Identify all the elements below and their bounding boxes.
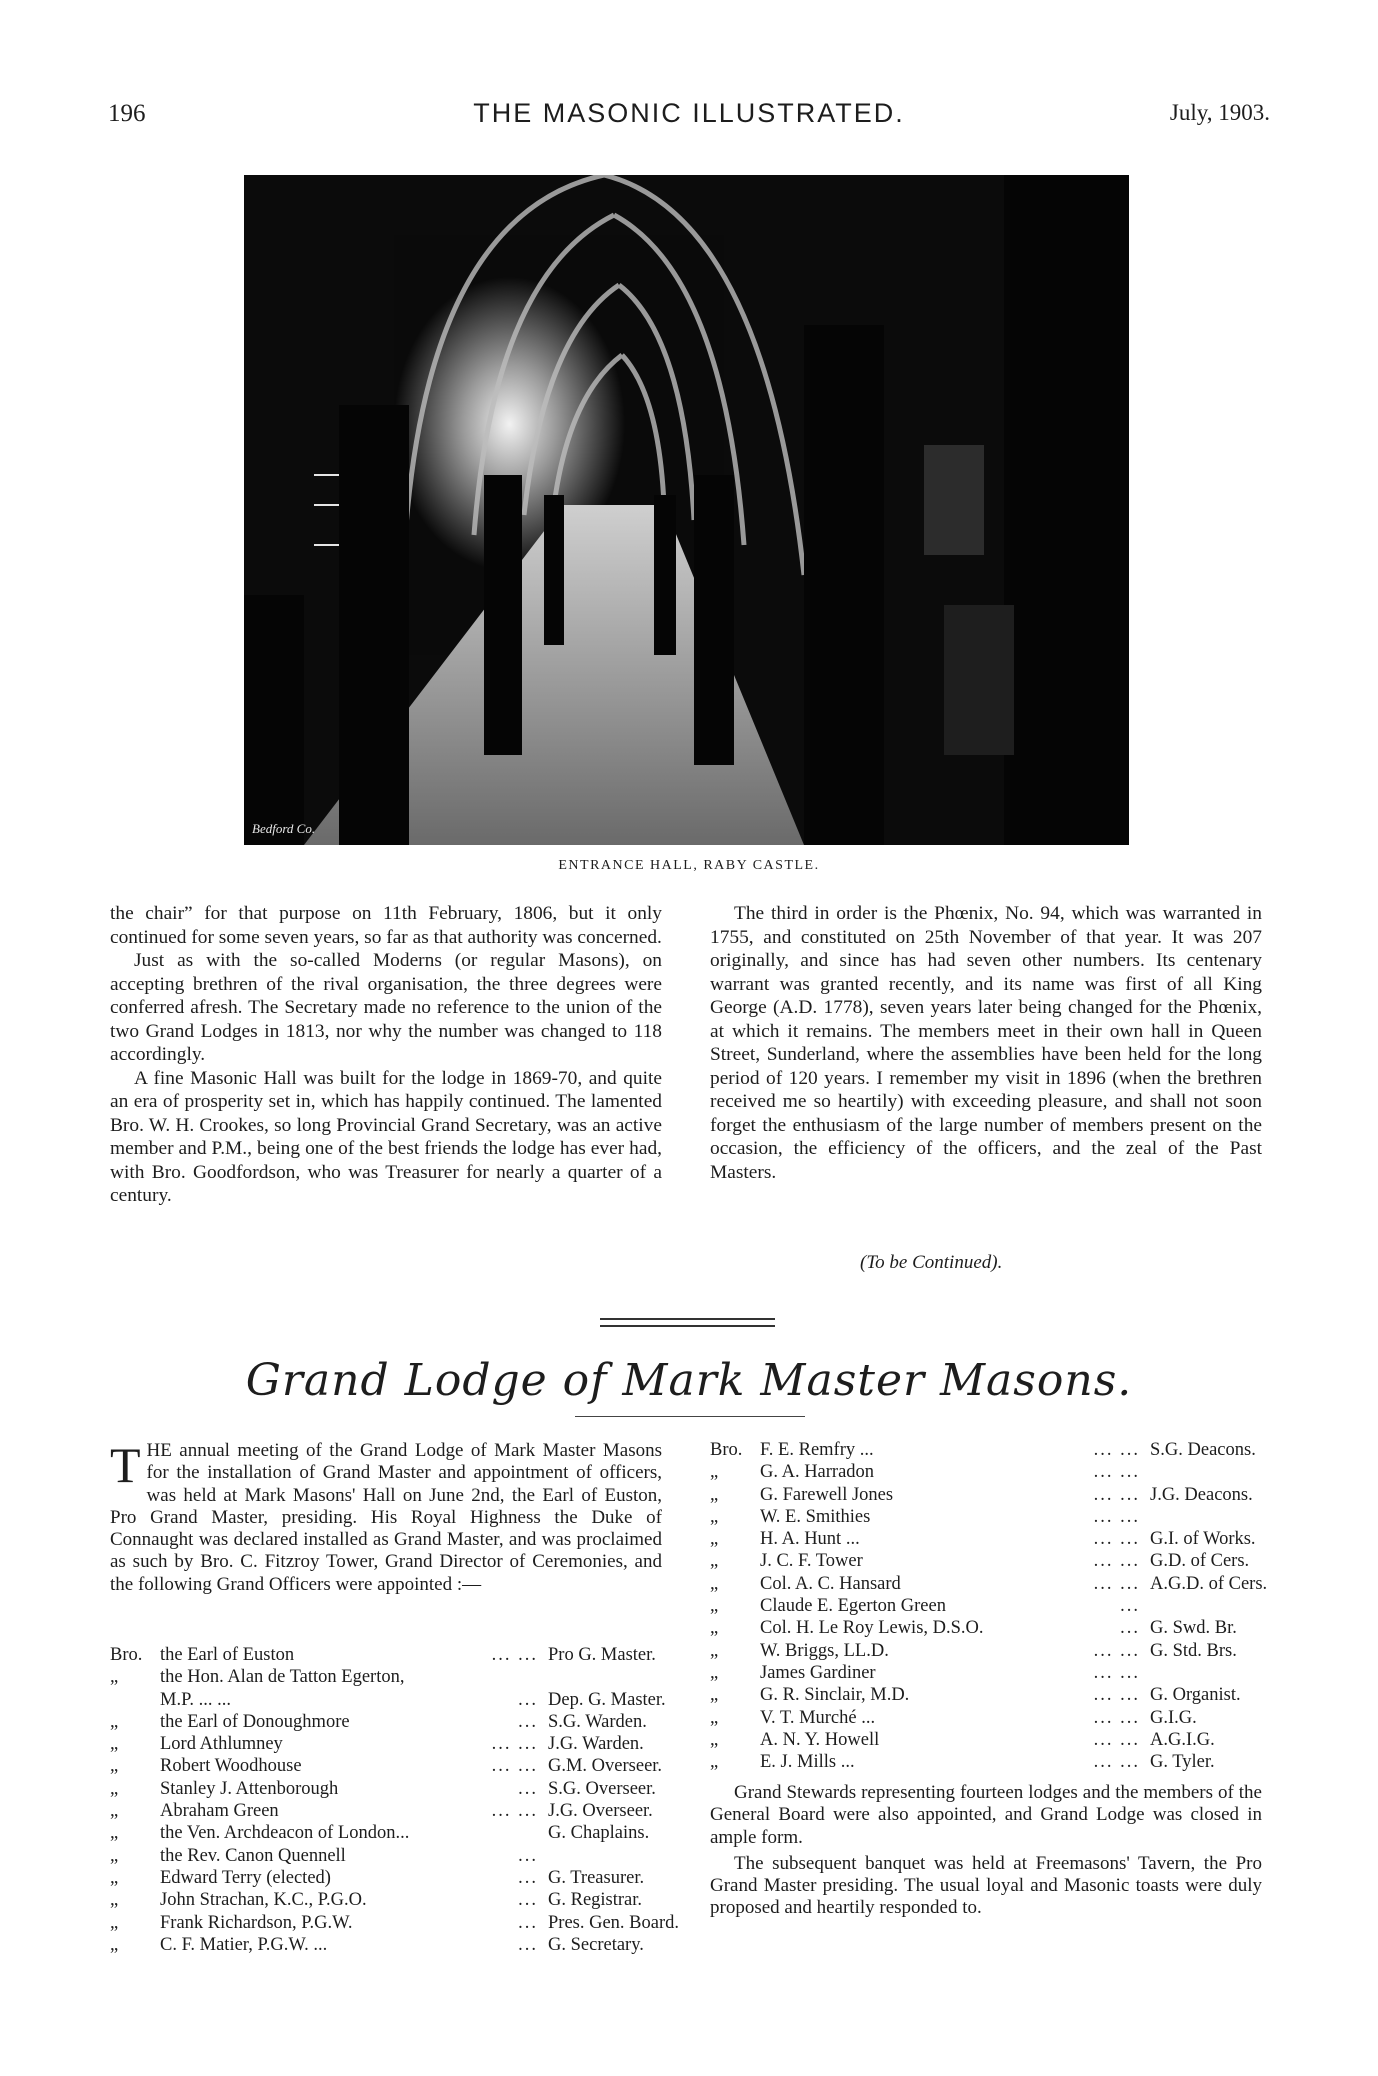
officer-name: the Earl of Euston <box>160 1645 295 1665</box>
officer-office: J.G. Warden. <box>548 1734 644 1755</box>
officer-prefix: „ <box>110 1667 119 1688</box>
officer-office <box>1150 1663 1300 1685</box>
officer-row <box>710 1529 1300 1551</box>
officer-row <box>110 1734 688 1756</box>
officer-office: G. Std. Brs. <box>1150 1640 1237 1661</box>
officer-name: J. C. F. Tower <box>760 1551 863 1572</box>
officer-name: Robert Woodhouse <box>160 1756 302 1777</box>
leader-dots: ... ... <box>1093 1707 1140 1728</box>
officer-name: the Hon. Alan de Tatton Egerton, <box>160 1667 405 1688</box>
officer-name: the Rev. Canon Quennell <box>160 1845 346 1866</box>
leader-dots: ... ... <box>491 1734 538 1755</box>
officer-row <box>110 1756 688 1778</box>
officer-office: J.G. Overseer. <box>548 1801 653 1822</box>
leader-dots <box>478 1667 548 1689</box>
officer-prefix: „ <box>710 1729 719 1750</box>
page-number: 196 <box>108 100 146 127</box>
officer-prefix: „ <box>110 1867 119 1888</box>
officer-office: G. Chaplains. <box>548 1823 650 1844</box>
photo-credit: Bedford Co. <box>252 821 316 836</box>
officer-office: A.G.D. of Cers. <box>1150 1573 1268 1594</box>
officer-prefix: „ <box>110 1912 119 1933</box>
paragraph: A fine Masonic Hall was built for the lodge in 1869-70, and quite an era of prosperity set in, which has happily continued. The lamented Bro. W. H. Crookes, so long Provincial Grand Secretary, was an active member and P.M., being one of the best friends the lodge has ever had, with Bro. Goodfordson, who was Treasurer for nearly a quarter of a century. <box>110 1067 662 1206</box>
paragraph: the chair” for that purpose on 11th February, 1806, but it only continued for some seven years, so far as that authority was concerned. <box>110 903 662 948</box>
officer-row <box>710 1485 1300 1507</box>
officer-row <box>710 1752 1300 1774</box>
officer-row <box>110 1779 688 1801</box>
officer-office: S.G. Warden. <box>548 1711 647 1732</box>
officer-prefix: „ <box>710 1640 719 1661</box>
leader-dots: ... <box>1120 1596 1140 1617</box>
officer-prefix: „ <box>110 1890 119 1911</box>
officer-row <box>110 1801 688 1823</box>
officer-office: J.G. Deacons. <box>1150 1484 1253 1505</box>
leader-dots: ... <box>518 1711 538 1732</box>
paragraph: Grand Stewards representing fourteen lodges and the members of the General Board were also appointed, and Grand Lodge was closed in ample form. <box>710 1782 1262 1848</box>
leader-dots: ... ... <box>1093 1440 1140 1460</box>
officer-office <box>548 1846 688 1868</box>
officer-name: Abraham Green <box>160 1801 279 1822</box>
officer-name: Claude E. Egerton Green <box>760 1596 946 1617</box>
leader-dots: ... ... <box>1093 1506 1140 1527</box>
officer-row <box>710 1663 1300 1685</box>
officer-row <box>110 1823 688 1845</box>
leader-dots: ... ... <box>491 1756 538 1777</box>
officer-name: E. J. Mills ... <box>760 1752 855 1773</box>
leader-dots: ... ... <box>1093 1752 1140 1773</box>
officer-row <box>710 1551 1300 1573</box>
officer-row <box>110 1935 688 1957</box>
officer-name: Edward Terry (elected) <box>160 1867 331 1888</box>
officer-prefix <box>110 1690 160 1712</box>
leader-dots: ... ... <box>1093 1529 1140 1550</box>
officer-office <box>1150 1462 1300 1484</box>
officer-prefix: „ <box>110 1778 119 1799</box>
officer-prefix: „ <box>110 1801 119 1822</box>
leader-dots: ... <box>518 1912 538 1933</box>
intro-paragraph <box>110 1437 662 1596</box>
officer-name: G. Farewell Jones <box>760 1484 894 1505</box>
officer-name: M.P. ... ... <box>160 1689 231 1710</box>
leader-dots: ... ... <box>491 1801 538 1822</box>
officer-name: Stanley J. Attenborough <box>160 1778 339 1799</box>
officer-office: G.D. of Cers. <box>1150 1551 1250 1572</box>
officer-name: V. T. Murché ... <box>760 1707 876 1728</box>
officer-prefix: Bro. <box>710 1440 743 1460</box>
leader-dots: ... ... <box>491 1645 538 1665</box>
officer-name: W. Briggs, LL.D. <box>760 1640 889 1661</box>
officer-office: A.G.I.G. <box>1150 1729 1215 1750</box>
officer-prefix: „ <box>710 1529 719 1550</box>
paragraph: The subsequent banquet was held at Freemasons' Tavern, the Pro Grand Master presiding. The usual loyal and Masonic toasts were duly proposed and heartily responded to. <box>710 1852 1262 1919</box>
closing-text <box>710 1782 1262 1920</box>
officer-prefix: „ <box>710 1573 719 1594</box>
issue-date: July, 1903. <box>1169 100 1270 125</box>
leader-dots: ... ... <box>1093 1462 1140 1483</box>
officer-row <box>710 1574 1300 1596</box>
officer-prefix: „ <box>110 1734 119 1755</box>
officer-name: the Ven. Archdeacon of London... <box>160 1823 410 1844</box>
officer-row <box>710 1730 1300 1752</box>
officer-office: Pres. Gen. Board. <box>548 1912 680 1933</box>
officer-name: A. N. Y. Howell <box>760 1729 880 1750</box>
officer-office: G. Organist. <box>1150 1685 1241 1706</box>
leader-dots: ... ... <box>1093 1573 1140 1594</box>
officer-office <box>1150 1507 1300 1529</box>
officer-office: G. Registrar. <box>548 1890 643 1911</box>
leader-dots: ... <box>518 1867 538 1888</box>
officer-row <box>710 1507 1300 1529</box>
officer-office: Dep. G. Master. <box>548 1689 666 1710</box>
leader-dots: ... <box>518 1845 538 1866</box>
divider-rule <box>600 1325 775 1327</box>
officers-list-right <box>710 1440 1300 1774</box>
officer-name: Col. H. Le Roy Lewis, D.S.O. <box>760 1618 984 1639</box>
officer-row <box>110 1868 688 1890</box>
officer-prefix: „ <box>110 1934 119 1955</box>
officer-name: the Earl of Donoughmore <box>160 1711 350 1732</box>
officer-row <box>110 1645 688 1667</box>
officer-row <box>710 1641 1300 1663</box>
officer-prefix: „ <box>710 1462 719 1483</box>
officer-prefix: „ <box>710 1484 719 1505</box>
officer-prefix: „ <box>710 1752 719 1773</box>
officer-prefix: „ <box>710 1551 719 1572</box>
officer-prefix: „ <box>110 1711 119 1732</box>
leader-dots: ... ... <box>1093 1662 1140 1683</box>
officer-row <box>110 1890 688 1912</box>
leader-dots: ... ... <box>1093 1551 1140 1572</box>
entrance-hall-photo <box>244 175 1129 845</box>
officer-row <box>110 1712 688 1734</box>
officer-name: Frank Richardson, P.G.W. <box>160 1912 353 1933</box>
officer-name: C. F. Matier, P.G.W. ... <box>160 1934 328 1955</box>
officer-name: John Strachan, K.C., P.G.O. <box>160 1890 367 1911</box>
officers-list-left <box>110 1645 688 1957</box>
leader-dots: ... ... <box>1093 1484 1140 1505</box>
officer-row <box>110 1690 688 1712</box>
left-column <box>110 902 662 1208</box>
officer-row <box>710 1462 1300 1484</box>
officer-name: G. R. Sinclair, M.D. <box>760 1685 910 1706</box>
officer-name: Col. A. C. Hansard <box>760 1573 901 1594</box>
intro-text: HE annual meeting of the Grand Lodge of Mark Master Masons for the installation of Grand Master and appointment of officers, was held at Mark Masons' Hall on June 2nd, the Earl of Euston, Pro Grand Master, presiding. His Royal Highness the Duke of Connaught was declared installed as Grand Master, and was proclaimed as such by Bro. C. Fitzroy Tower, Grand Director of Ceremonies, and the following Grand Officers were appointed :— <box>110 1440 662 1595</box>
vaulted-hall-illustration <box>244 175 1129 845</box>
officer-row <box>710 1440 1300 1462</box>
officer-prefix: „ <box>110 1845 119 1866</box>
officer-office: G.I. of Works. <box>1150 1529 1256 1550</box>
officer-prefix: „ <box>710 1685 719 1706</box>
officer-office: G. Swd. Br. <box>1150 1618 1237 1639</box>
officer-prefix: „ <box>710 1707 719 1728</box>
officer-office: G. Secretary. <box>548 1934 644 1955</box>
officer-prefix: „ <box>110 1823 119 1844</box>
officer-row <box>710 1618 1300 1640</box>
officer-row <box>110 1667 688 1689</box>
officer-name: Lord Athlumney <box>160 1734 283 1755</box>
officer-prefix: „ <box>110 1756 119 1777</box>
officer-row <box>110 1913 688 1935</box>
leader-dots: ... <box>1120 1618 1140 1639</box>
officer-row <box>710 1596 1300 1618</box>
officer-prefix: „ <box>710 1618 719 1639</box>
leader-dots: ... ... <box>1093 1729 1140 1750</box>
leader-dots: ... <box>518 1890 538 1911</box>
paragraph: Just as with the so-called Moderns (or regular Masons), on accepting brethren of the rival organisation, the three degrees were conferred afresh. The Secretary made no reference to the union of the two Grand Lodges in 1813, nor why the number was changed to 118 accordingly. <box>110 950 662 1065</box>
officer-office <box>548 1667 688 1689</box>
right-column <box>710 902 1262 1184</box>
officer-prefix: „ <box>710 1506 719 1527</box>
officer-prefix: „ <box>710 1662 719 1683</box>
officer-office: Pro G. Master. <box>548 1645 656 1665</box>
officer-prefix: Bro. <box>110 1645 143 1665</box>
officer-office: G. Tyler. <box>1150 1752 1215 1773</box>
drop-cap: T <box>110 1437 141 1493</box>
officer-name: H. A. Hunt ... <box>760 1529 860 1550</box>
officer-office: S.G. Overseer. <box>548 1778 656 1799</box>
officer-name: W. E. Smithies <box>760 1506 871 1527</box>
officer-name: F. E. Remfry ... <box>760 1440 874 1460</box>
officer-row <box>110 1846 688 1868</box>
leader-dots <box>478 1823 548 1845</box>
officer-prefix: „ <box>710 1596 719 1617</box>
paragraph: The third in order is the Phœnix, No. 94, which was warranted in 1755, and constituted on 25th November of that year. It was 207 originally, and since has had seven other numbers. Its centenary warrant was granted recently, and its name was first of all King George (A.D. 1778), seven years later being changed for the Phœnix, at which it remains. The members meet in their own hall in Queen Street, Sunderland, where the assemblies have been held for the long period of 120 years. I remember my visit in 1896 (when the brethren received me so heartily) with exceeding pleasure, and shall not soon forget the enthusiasm of the large number of members present on the occasion, the efficiency of the officers, and the zeal of the Past Masters. <box>710 903 1262 1183</box>
leader-dots: ... <box>518 1778 538 1799</box>
officer-office: G.M. Overseer. <box>548 1756 663 1777</box>
leader-dots: ... ... <box>1093 1685 1140 1706</box>
officer-row <box>710 1685 1300 1707</box>
officer-name: James Gardiner <box>760 1662 876 1683</box>
officer-office: S.G. Deacons. <box>1150 1440 1256 1460</box>
photo-caption: ENTRANCE HALL, RABY CASTLE. <box>558 858 820 873</box>
leader-dots: ... ... <box>1093 1640 1140 1661</box>
officer-office: G. Treasurer. <box>548 1867 645 1888</box>
section-heading: Grand Lodge of Mark Master Masons. <box>245 1355 1133 1406</box>
leader-dots: ... <box>518 1934 538 1955</box>
officer-row <box>710 1708 1300 1730</box>
heading-underline <box>575 1416 805 1417</box>
officer-office <box>1150 1596 1300 1618</box>
officer-office: G.I.G. <box>1150 1707 1197 1728</box>
leader-dots: ... <box>518 1689 538 1710</box>
officer-name: G. A. Harradon <box>760 1462 875 1483</box>
divider-rule <box>600 1318 775 1320</box>
masthead-title: THE MASONIC ILLUSTRATED. <box>473 98 905 128</box>
to-be-continued: (To be Continued). <box>860 1252 1003 1273</box>
